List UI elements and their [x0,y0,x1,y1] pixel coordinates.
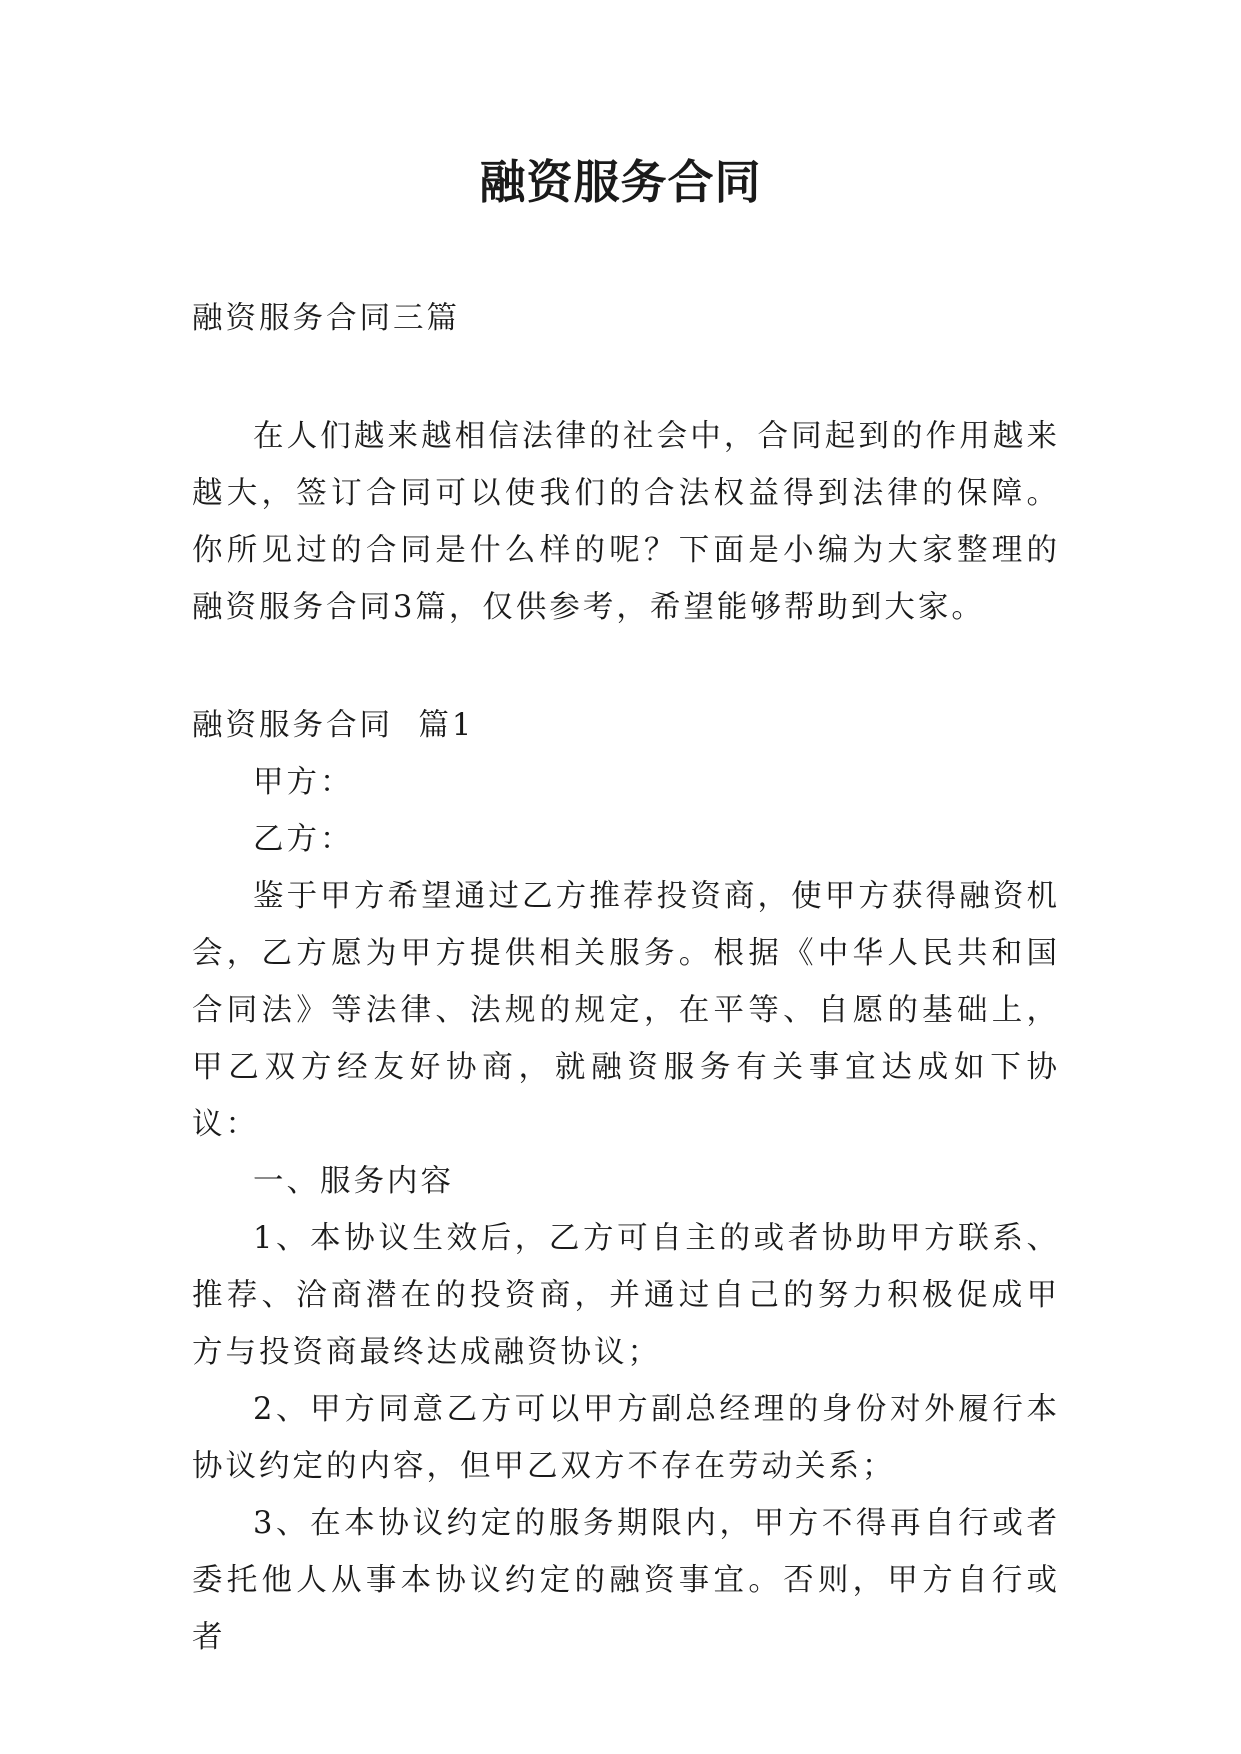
document-title: 融资服务合同 [479,155,762,209]
document-body [192,290,1060,1666]
section-heading: 融资服务合同 篇1 [192,708,475,743]
clause-heading: 一、服务内容 [253,1164,454,1199]
clause-item: 3、在本协议约定的服务期限内，甲方不得再自行或者委托他人从事本协议约定的融资事宜。否则，甲方自行或者 [192,1506,1060,1655]
clause-item: 1、本协议生效后，乙方可自主的或者协助甲方联系、推荐、洽商潜在的投资商，并通过自己的努力积极促成甲方与投资商最终达成融资协议； [192,1221,1060,1370]
party-b-line: 乙方： [253,822,354,857]
preamble-paragraph: 鉴于甲方希望通过乙方推荐投资商，使甲方获得融资机会，乙方愿为甲方提供相关服务。根据《中华人民共和国合同法》等法律、法规的规定，在平等、自愿的基础上，甲乙双方经友好协商，就融资服务有关事宜达成如下协议： [192,879,1060,1142]
document-subtitle: 融资服务合同三篇 [192,301,460,336]
intro-paragraph: 在人们越来越相信法律的社会中，合同起到的作用越来越大，签订合同可以使我们的合法权益得到法律的保障。你所见过的合同是什么样的呢？下面是小编为大家整理的融资服务合同3篇，仅供参考，希望能够帮助到大家。 [192,419,1060,625]
party-a-line: 甲方： [253,765,354,800]
clause-item: 2、甲方同意乙方可以甲方副总经理的身份对外履行本协议约定的内容，但甲乙双方不存在劳动关系； [192,1392,1060,1484]
